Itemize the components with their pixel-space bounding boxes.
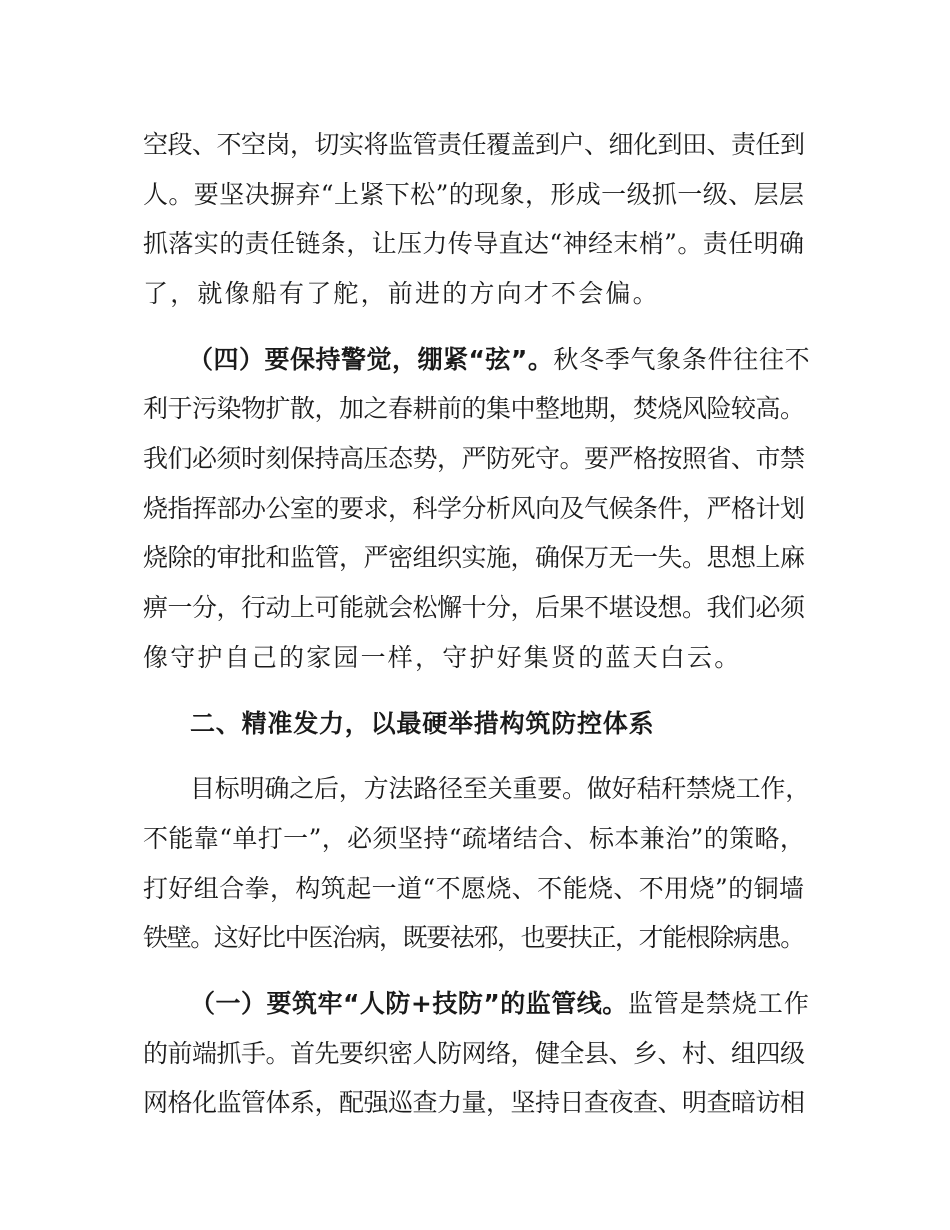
- paragraph-line: 像守护自己的家园一样，守护好集贤的蓝天白云。: [143, 643, 742, 672]
- paragraph-first-line: [190, 987, 810, 1021]
- paragraph-first-line: [188, 343, 810, 377]
- paragraph-line: 的前端抓手。首先要织密人防网络，健全县、乡、村、组四级: [143, 1039, 805, 1068]
- paragraph-line: 人。要坚决摒弃“上紧下松”的现象，形成一级抓一级、层层: [143, 180, 805, 209]
- paragraph-line: 利于污染物扩散，加之春耕前的集中整地期，焚烧风险较高。: [143, 394, 805, 423]
- paragraph-line: 空段、不空岗，切实将监管责任覆盖到户、细化到田、责任到: [143, 130, 805, 159]
- paragraph-line: 抓落实的责任链条，让压力传导直达“神经末梢”。责任明确: [143, 229, 805, 258]
- paragraph-line: 痹一分，行动上可能就会松懈十分，后果不堪设想。我们必须: [143, 593, 805, 622]
- paragraph-line: 烧除的审批和监管，严密组织实施，确保万无一失。思想上麻: [143, 543, 805, 572]
- section-heading: 二、精准发力，以最硬举措构筑防控体系: [190, 709, 655, 738]
- paragraph-line: 不能靠“单打一”，必须坚持“疏堵结合、标本兼治”的策略，: [143, 824, 806, 853]
- paragraph-line: 了，就像船有了舵，前进的方向才不会偏。: [143, 279, 660, 308]
- subsection-heading: （一）要筑牢“人防+技防”的监管线。: [190, 989, 628, 1018]
- paragraph-text: 秋冬季气象条件往往不: [553, 345, 811, 374]
- paragraph-line: 网格化监管体系，配强巡查力量，坚持日查夜查、明查暗访相: [143, 1088, 805, 1117]
- paragraph-line: 烧指挥部办公室的要求，科学分析风向及气候条件，严格计划: [143, 494, 805, 523]
- paragraph-line: 我们必须时刻保持高压态势，严防死守。要严格按照省、市禁: [143, 444, 805, 473]
- subsection-heading: （四）要保持警觉，绷紧“弦”。: [188, 345, 554, 374]
- paragraph-first-line: 目标明确之后，方法路径至关重要。做好秸秆禁烧工作，: [190, 774, 811, 803]
- paragraph-line: 打好组合拳，构筑起一道“不愿烧、不能烧、不用烧”的铜墙: [143, 874, 805, 903]
- paragraph-line: 铁壁。这好比中医治病，既要祛邪，也要扶正，才能根除病患。: [143, 923, 804, 952]
- paragraph-text: 监管是禁烧工作: [627, 989, 810, 1018]
